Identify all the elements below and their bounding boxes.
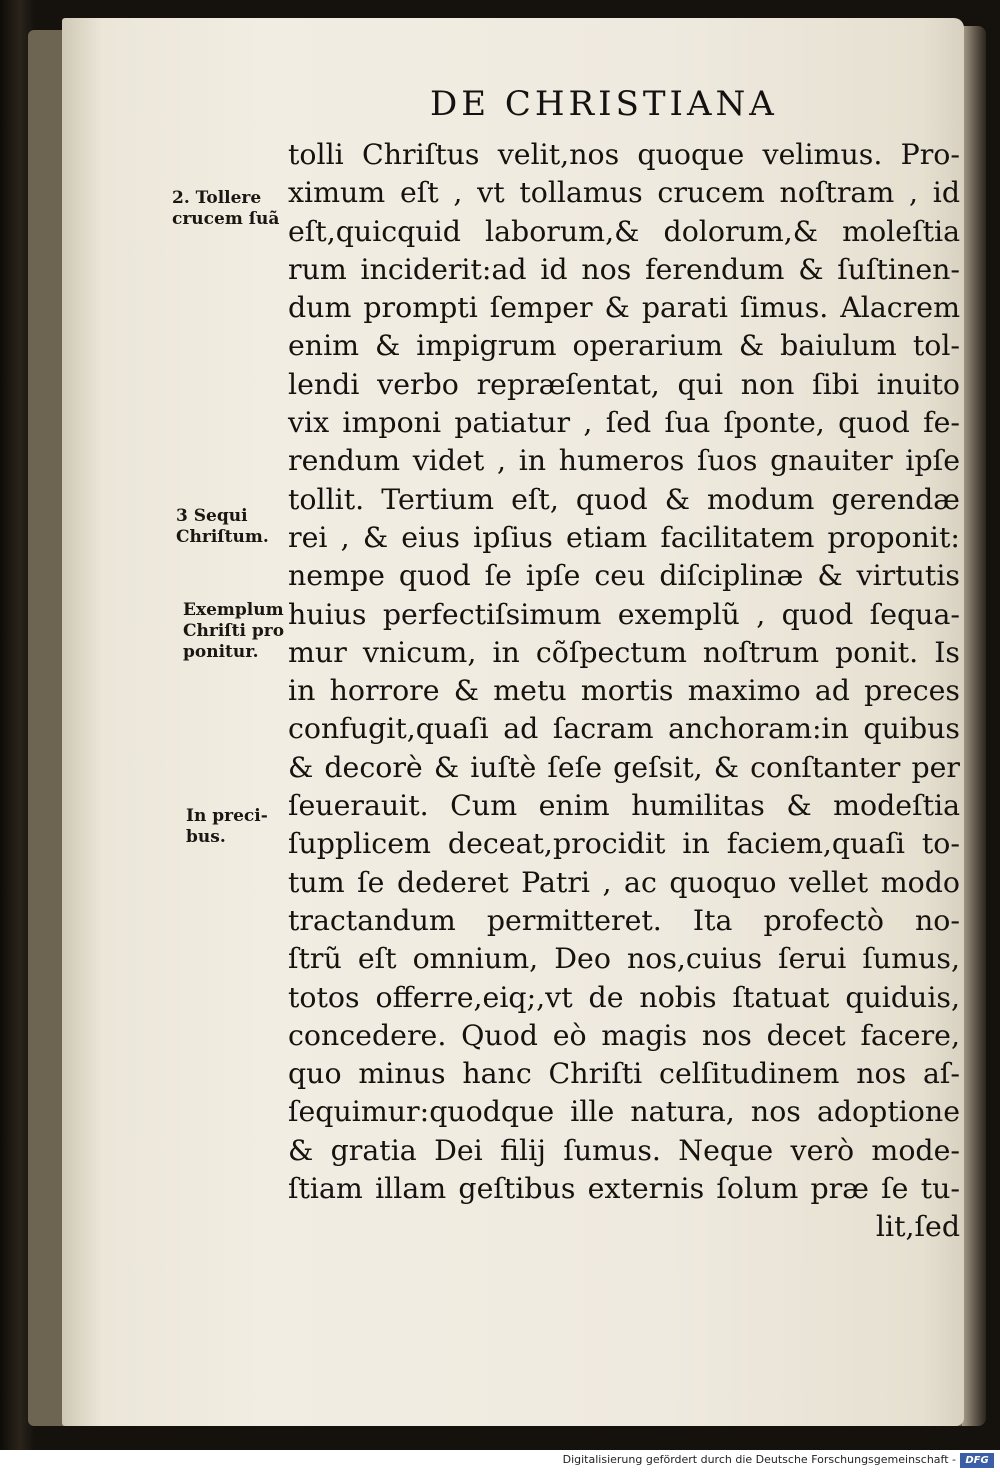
marginal-note-in-precibus <box>186 806 268 848</box>
marginal-note-line: Exemplum <box>183 600 284 620</box>
text-line: totos offerre,eiq;,vt de nobis ſtatuat quiduis, <box>288 980 960 1014</box>
marginal-note-sequi <box>176 506 269 548</box>
marginal-note-exemplum <box>183 600 284 663</box>
marginal-note-line: ponitur. <box>183 642 259 662</box>
text-line: ſeuerauit. Cum enim humilitas & modeſtia <box>288 789 960 823</box>
funding-credit: Digitalisierung gefördert durch die Deutsche Forschungsgemeinschaft - <box>562 1453 956 1466</box>
text-line: confugit,quaſi ad ſacram anchoram:in quibus <box>288 712 960 746</box>
text-line: tolli Chriſtus velit,nos quoque velimus. Pro- <box>288 138 960 171</box>
text-line: quo minus hanc Chriſti celſitudinem nos aſ- <box>288 1057 960 1091</box>
text-line: concedere. Quod eò magis nos decet facere, <box>288 1018 960 1052</box>
text-line: tractandum permitteret. Ita profectò no- <box>288 903 960 937</box>
text-line: vix imponi patiatur , ſed ſua ſponte, quod fe- <box>288 406 960 440</box>
text-line: eſt,quicquid laborum,& dolorum,& moleſtia <box>288 214 960 248</box>
text-line: & decorè & iuſtè ſeſe geſsit, & conſtanter per <box>288 750 960 784</box>
text-line: dum prompti ſemper & parati ſimus. Alacrem <box>288 291 960 325</box>
book-spine-edge <box>962 26 986 1426</box>
marginal-note-line: Chriſtum. <box>176 527 269 547</box>
text-line: ſequimur:quodque ille natura, nos adoptione <box>288 1095 960 1129</box>
text-line: rendum videt , in humeros ſuos gnauiter ipſe <box>288 444 960 478</box>
dfg-logo-icon: DFG <box>960 1453 994 1468</box>
running-head: DE CHRISTIANA <box>430 84 778 124</box>
text-line: ſupplicem deceat,procidit in faciem,quaſi to- <box>288 827 960 861</box>
marginal-note-line: 2. Tollere <box>172 188 262 208</box>
main-text-block <box>288 136 960 1247</box>
text-line: ſtrũ eſt omnium, Deo nos,cuius ſerui ſumus, <box>288 942 960 976</box>
text-line: ſtiam illam geſtibus externis ſolum præ ſe tu- <box>288 1172 960 1206</box>
text-line: rum inciderit:ad id nos ferendum & ſuſtinen- <box>288 252 960 286</box>
text-line: & gratia Dei filij ſumus. Neque verò mode- <box>288 1133 960 1167</box>
marginal-note-line: 3 Sequi <box>176 506 248 526</box>
marginal-note-line: bus. <box>186 827 226 847</box>
text-line: in horrore & metu mortis maximo ad preces <box>288 674 960 708</box>
catchword-line: lit,ſed <box>875 1210 960 1244</box>
text-line: mur vnicum, in cõſpectum noſtrum ponit. Is <box>288 635 960 669</box>
text-line: tum ſe dederet Patri , ac quoquo vellet modo <box>288 865 960 899</box>
marginal-note-tollere <box>172 188 279 230</box>
marginal-note-line: crucem ſuã <box>172 209 280 229</box>
text-line: ximum eſt , vt tollamus crucem noſtram , id <box>288 176 960 210</box>
text-line: rei , & eius ipſius etiam facilitatem proponit: <box>288 520 960 554</box>
text-line: enim & impigrum operarium & baiulum tol- <box>288 329 960 363</box>
marginal-note-line: In preci- <box>186 806 268 826</box>
footer-bar <box>0 1450 1000 1472</box>
text-line: lendi verbo repræſentat, qui non ſibi inuito <box>288 367 960 401</box>
text-line: nempe quod ſe ipſe ceu diſciplinæ & virtutis <box>288 559 960 593</box>
text-line: huius perfectiſsimum exemplũ , quod ſequa- <box>288 597 960 631</box>
marginal-note-line: Chriſti pro <box>183 621 285 641</box>
text-line: tollit. Tertium eſt, quod & modum gerendæ <box>288 482 960 516</box>
